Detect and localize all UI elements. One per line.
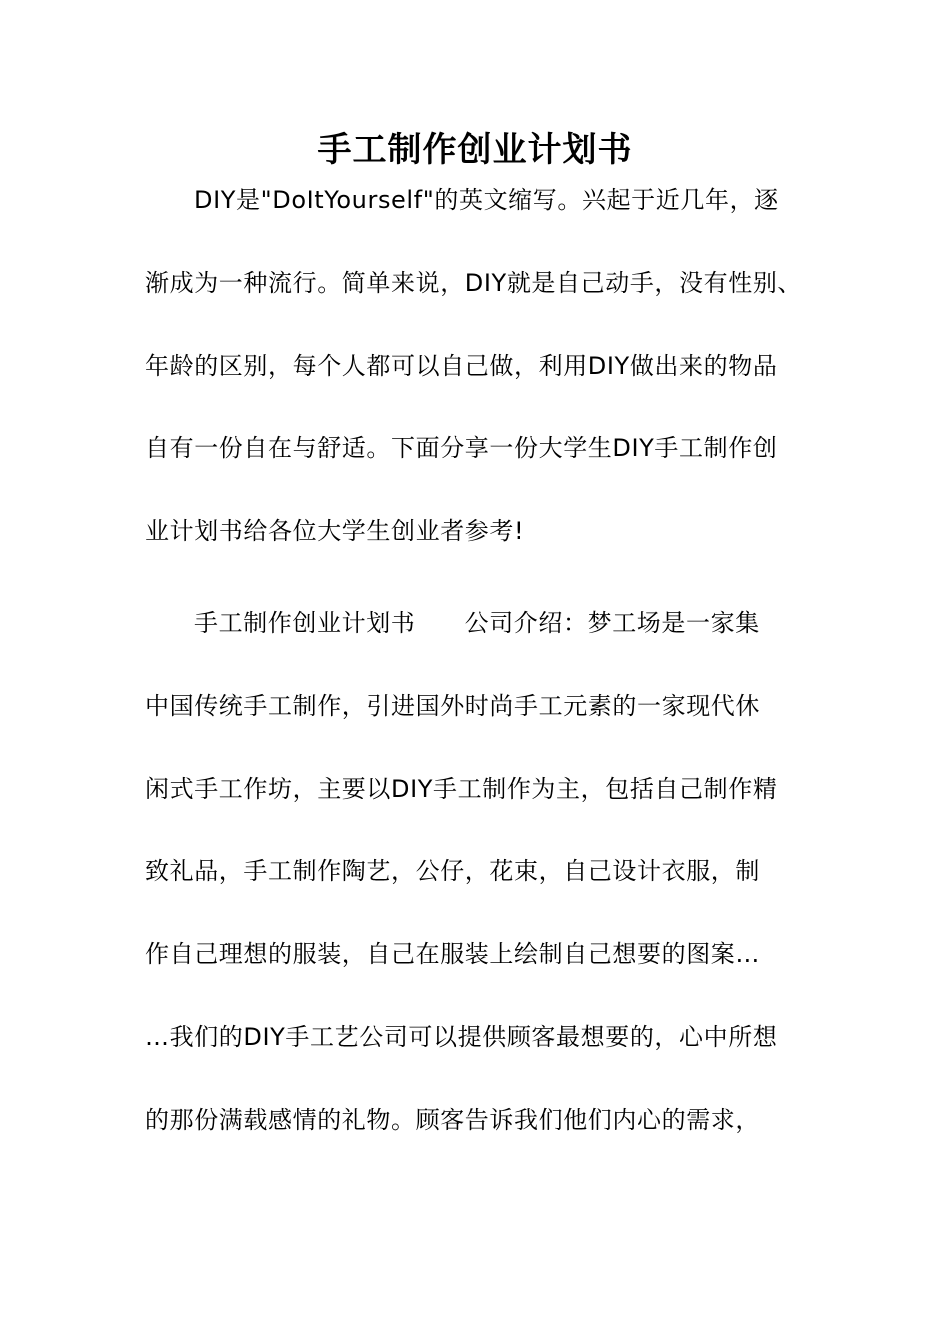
paragraph-1-line-2: 渐成为一种流行。简单来说，DIY就是自己动手，没有性别、: [145, 269, 803, 297]
paragraph-1-line-1: DIY是"DoItYourself"的英文缩写。兴起于近几年，逐: [194, 186, 779, 214]
paragraph-1-line-3: 年龄的区别，每个人都可以自己做，利用DIY做出来的物品: [145, 352, 778, 380]
paragraph-1-line-5: 业计划书给各位大学生创业者参考!: [145, 517, 525, 545]
paragraph-2-line-4: 致礼品，手工制作陶艺，公仔，花束，自己设计衣服，制: [145, 857, 760, 885]
paragraph-2-line-5: 作自己理想的服装，自己在服装上绘制自己想要的图案…: [145, 940, 760, 968]
paragraph-2-line-7: 的那份满载感情的礼物。顾客告诉我们他们内心的需求，: [145, 1106, 760, 1134]
paragraph-2-line-3: 闲式手工作坊，主要以DIY手工制作为主，包括自己制作精: [145, 775, 778, 803]
paragraph-1-line-4: 自有一份自在与舒适。下面分享一份大学生DIY手工制作创: [145, 434, 778, 462]
document-title: 手工制作创业计划书: [317, 130, 633, 170]
paragraph-2-line-6: …我们的DIY手工艺公司可以提供顾客最想要的，心中所想: [145, 1023, 778, 1051]
paragraph-2-line-1: 手工制作创业计划书 公司介绍：梦工场是一家集: [194, 609, 760, 637]
paragraph-2-line-2: 中国传统手工制作，引进国外时尚手工元素的一家现代休: [145, 692, 760, 720]
